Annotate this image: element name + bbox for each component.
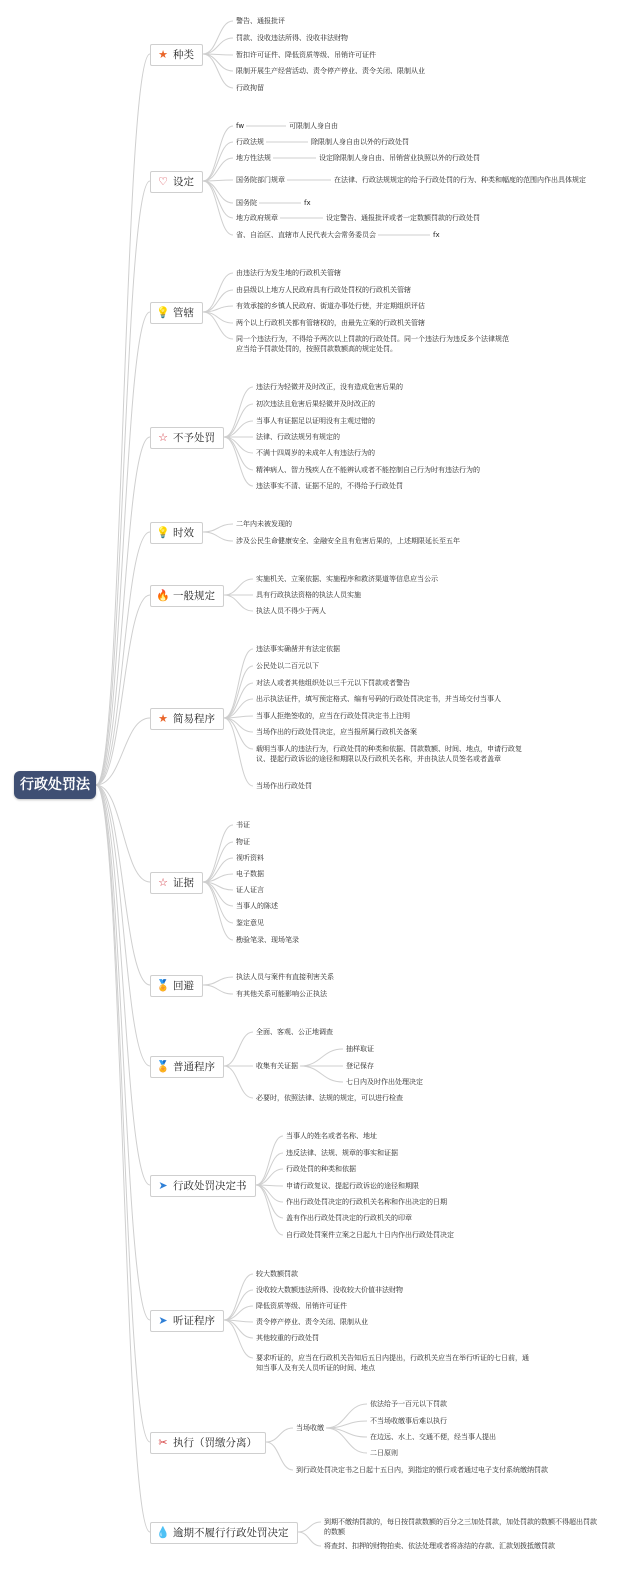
leaf-text: 载明当事人的违法行为，行政处罚的种类和依据、罚款数额、时间、地点，申请行政复议、提起行政诉讼的途径和期限以及行政机关名称，并由执法人员签名或者盖章 [256,745,522,763]
connector-leaf [224,716,253,718]
heart-outline-icon: ♡ [158,175,168,188]
leaf-text: 证人证言 [236,886,264,894]
connector-leaf [224,666,253,718]
subleaf-text: 设定警告、通报批评或者一定数额罚款的行政处罚 [326,214,480,222]
connector-leaf [203,524,233,532]
leaf-text: 二年内未被发现的 [236,520,292,528]
leaf-text: 当事人有证据足以证明没有主观过错的 [256,417,375,425]
subleaf-text: 除限制人身自由以外的行政处罚 [311,138,409,146]
connector-leaf [256,1169,283,1185]
subleaf-text: fx [433,231,440,239]
leaf-text: 没收较大数额违法所得、没收较大价值非法财物 [256,1286,403,1294]
send-icon: ➤ [158,1314,168,1327]
leaf-text: 罚款、没收违法所得、没收非法财物 [236,34,348,42]
leaf-text: 当场收缴 [296,1424,324,1432]
connector-leaf [224,1320,253,1338]
connector-leaf [203,181,233,218]
connector-leaf [203,54,233,55]
connector-root-shixiao [96,532,150,785]
leaf-text: 将查封、扣押的财物拍卖、依法处理或者将冻结的存款、汇款划拨抵缴罚款 [324,1542,555,1550]
category-label: 普通程序 [173,1061,215,1073]
connector-root-zhonglei [96,54,150,785]
connector-leaf [203,290,233,312]
leaf-text: 两个以上行政机关都有管辖权的，由最先立案的行政机关管辖 [236,319,425,327]
category-jianyi[interactable] [150,708,224,730]
drop-icon: 💧 [156,1526,170,1539]
category-tingzheng[interactable] [150,1310,224,1332]
leaf-text: 暂扣许可证件、降低资质等级、吊销许可证件 [236,51,376,59]
leaf-text: 申请行政复议、提起行政诉讼的途径和期限 [286,1182,419,1190]
connector-leaf [224,1320,253,1358]
connector-leaf [203,158,233,181]
subleaf-text: 设定除限制人身自由、吊销营业执照以外的行政处罚 [319,154,480,162]
connector-leaf [224,1306,253,1320]
connector-leaf [203,842,233,882]
connector-leaf [298,1532,321,1546]
leaf-text: 要求听证的，应当在行政机关告知后五日内提出，行政机关应当在举行听证的七日前，通知当事人及有关人员听证的时间、地点 [256,1354,529,1372]
connector-leaf [224,699,253,718]
connector-leaf [203,312,233,323]
connector-leaf [203,142,233,181]
connector-leaf [256,1153,283,1185]
connector-leaf [203,882,233,890]
leaf-text: 违反法律、法规、规章的事实和证据 [286,1149,398,1157]
connector-subleaf [326,1428,367,1453]
subleaf-text: 二日原则 [370,1449,398,1457]
connector-leaf [203,858,233,882]
connector-leaf [224,1290,253,1320]
leaf-text: 全面、客观、公正地调查 [256,1028,333,1036]
connector-root-jianyi [96,718,150,785]
bulb-icon: 💡 [156,306,170,319]
subleaf-text: 依法给予一百元以下罚款 [370,1400,447,1408]
leaf-text: 违法行为轻微并及时改正，没有造成危害后果的 [256,383,403,391]
leaf-text: 涉及公民生命健康安全、金融安全且有危害后果的，上述期限延长至五年 [236,537,460,545]
leaf-text: 省、自治区、直辖市人民代表大会常务委员会 [236,231,376,239]
leaf-text: 当事人的姓名或者名称、地址 [286,1132,377,1140]
leaf-text: 法律、行政法规另有规定的 [256,433,340,441]
leaf-text: 收集有关证据 [256,1062,298,1070]
fire-icon: 🔥 [156,589,170,602]
connector-subleaf [326,1421,367,1428]
connector-leaf [203,882,233,906]
medal-icon: 🏅 [156,1060,170,1073]
leaf-text: 当事人的陈述 [236,902,278,910]
connector-leaf [203,306,233,312]
connector-leaf [203,532,233,541]
connector-leaf [203,312,233,339]
category-label: 不予处罚 [173,432,215,444]
subleaf-text: 登记保存 [346,1062,374,1070]
category-guanxia[interactable] [150,302,203,324]
category-zhengju[interactable] [150,872,203,894]
bulb-icon: 💡 [156,526,170,539]
subleaf-text: 抽样取证 [346,1045,374,1053]
leaf-text: 警告、通报批评 [236,17,285,25]
connector-leaf [203,21,233,54]
leaf-text: 责令停产停业、责令关闭、限制从业 [256,1318,368,1326]
connector-leaf [203,54,233,88]
connector-root-guanxia [96,312,150,785]
connector-leaf [224,595,253,611]
tools-icon: ✂ [158,1436,168,1449]
leaf-text: 到期不缴纳罚款的，每日按罚款数额的百分之三加处罚款，加处罚款的数额不得超出罚款的数额 [324,1518,597,1536]
leaf-text: 地方政府规章 [236,214,278,222]
connector-leaf [203,126,233,181]
leaf-text: 盖有作出行政处罚决定的行政机关的印章 [286,1214,412,1222]
star-outline-icon: ☆ [158,431,168,444]
subleaf-text: 在法律、行政法规规定的给予行政处罚的行为、种类和幅度的范围内作出具体规定 [334,176,586,184]
category-label: 执行（罚缴分离） [173,1437,257,1449]
category-yuqi[interactable] [150,1522,298,1544]
category-huibi[interactable] [150,975,203,997]
connector-root-tingzheng [96,785,150,1320]
send-icon: ➤ [158,1179,168,1192]
category-label: 回避 [173,980,194,992]
subleaf-text: 可限制人身自由 [289,122,338,130]
leaf-text: 由县级以上地方人民政府具有行政处罚权的行政机关管辖 [236,286,411,294]
connector-leaf [224,718,253,786]
leaf-text: 视听资料 [236,854,264,862]
leaf-text: 鉴定意见 [236,919,264,927]
leaf-text: 作出行政处罚决定的行政机关名称和作出决定的日期 [286,1198,447,1206]
leaf-text: 由违法行为发生地的行政机关管辖 [236,269,341,277]
connector-leaf [203,273,233,312]
leaf-text: 有其他关系可能影响公正执法 [236,990,327,998]
connector-root-yuqi [96,785,150,1532]
connector-subleaf [300,1066,343,1082]
connector-leaf [224,1274,253,1320]
connector-leaf [224,579,253,595]
category-label: 听证程序 [173,1315,215,1327]
category-label: 简易程序 [173,713,215,725]
leaf-text: 到行政处罚决定书之日起十五日内，到指定的银行或者通过电子支付系统缴纳罚款 [296,1466,548,1474]
category-zhonglei[interactable] [150,44,203,66]
connector-root-jueding [96,785,150,1185]
category-label: 设定 [173,176,194,188]
connector-leaf [203,181,233,203]
leaf-text: 行政处罚的种类和依据 [286,1165,356,1173]
connector-leaf [256,1136,283,1185]
connector-leaf [203,54,233,71]
connector-leaf [224,1066,253,1098]
connector-leaf [224,437,253,453]
connector-leaf [224,718,253,749]
leaf-text: 执法人员与案件有直接利害关系 [236,973,334,981]
leaf-text: 精神病人、智力残疾人在不能辨认或者不能控制自己行为时有违法行为的 [256,466,480,474]
leaf-text: 当场作出的行政处罚决定，应当报所属行政机关备案 [256,728,417,736]
connector-leaf [266,1442,293,1470]
star-outline-icon: ☆ [158,876,168,889]
leaf-text: 电子数据 [236,870,264,878]
leaf-text: 物证 [236,838,250,846]
leaf-text: 自行政处罚案件立案之日起九十日内作出行政处罚决定 [286,1231,454,1239]
subleaf-text: 七日内及时作出处理决定 [346,1078,423,1086]
connector-root-sheding [96,181,150,785]
category-buyu[interactable] [150,427,224,449]
category-label: 证据 [173,877,194,889]
connector-leaf [203,985,233,994]
subleaf-text: 不当场收缴事后难以执行 [370,1417,447,1425]
category-label: 行政处罚决定书 [173,1180,247,1192]
leaf-text: 必要时，依照法律、法规的规定，可以进行检查 [256,1094,403,1102]
connector-leaf [203,882,233,940]
connector-subleaf [326,1404,367,1428]
leaf-text: 限制开展生产经营活动、责令停产停业、责令关闭、限制从业 [236,67,425,75]
connector-root-yiban [96,595,150,785]
connector-leaf [266,1428,293,1442]
connector-leaf [256,1185,283,1202]
category-zhixing[interactable] [150,1432,266,1454]
leaf-text: 初次违法且危害后果轻微并及时改正的 [256,400,375,408]
leaf-text: 勘验笔录、现场笔录 [236,936,299,944]
connector-leaf [224,387,253,437]
category-sheding[interactable] [150,171,203,193]
leaf-text: 不满十四周岁的未成年人有违法行为的 [256,449,375,457]
leaf-text: 降低资质等级、吊销许可证件 [256,1302,347,1310]
category-label: 一般规定 [173,590,215,602]
leaf-text: 实施机关、立案依据、实施程序和救济渠道等信息应当公示 [256,575,438,583]
leaf-text: 行政法规 [236,138,264,146]
connector-root-zhengju [96,785,150,882]
category-label: 管辖 [173,307,194,319]
star-filled-icon: ★ [158,48,168,61]
connector-leaf [256,1185,283,1186]
connector-leaf [224,1320,253,1322]
leaf-text: 违法事实确凿并有法定依据 [256,645,340,653]
category-shixiao[interactable] [150,522,203,544]
category-label: 逾期不履行行政处罚决定 [173,1527,289,1539]
subleaf-text: 在边远、水上、交通不便，经当事人提出 [370,1433,496,1441]
category-label: 时效 [173,527,194,539]
connector-leaf [298,1522,321,1532]
connector-leaf [224,1032,253,1066]
leaf-text: 地方性法规 [236,154,271,162]
leaf-text: 对法人或者其他组织处以三千元以下罚款或者警告 [256,679,410,687]
connector-root-zhixing [96,785,150,1442]
leaf-text: 行政拘留 [236,84,264,92]
connector-root-buyu [96,437,150,785]
leaf-text: 当场作出行政处罚 [256,782,312,790]
root-node: 行政处罚法 [14,771,96,799]
connector-leaf [203,977,233,985]
connector-leaf [203,180,233,181]
leaf-text: 执法人员不得少于两人 [256,607,326,615]
connector-leaf [224,437,253,470]
subleaf-text: fx [304,199,311,207]
leaf-text: 其他较重的行政处罚 [256,1334,319,1342]
category-putong[interactable] [150,1056,224,1078]
connector-leaf [203,882,233,923]
connector-leaf [224,404,253,437]
connector-leaf [203,874,233,882]
leaf-text: 较大数额罚款 [256,1270,298,1278]
connector-leaf [256,1185,283,1218]
connector-root-putong [96,785,150,1066]
connector-leaf [203,38,233,54]
connector-leaf [224,437,253,486]
leaf-text: 国务院部门规章 [236,176,285,184]
connector-subleaf [326,1428,367,1437]
star-filled-icon: ★ [158,712,168,725]
connector-leaf [224,649,253,718]
connector-root-huibi [96,785,150,985]
category-yiban[interactable] [150,585,224,607]
leaf-text: 同一个违法行为，不得给予两次以上罚款的行政处罚。同一个违法行为违反多个法律规范应当给予罚款处罚的，按照罚款数额高的规定处罚。 [236,335,509,353]
leaf-text: 具有行政执法资格的执法人员实施 [256,591,361,599]
connector-leaf [203,825,233,882]
category-jueding[interactable] [150,1175,256,1197]
connector-leaf [224,683,253,718]
category-label: 种类 [173,49,194,61]
leaf-text: 违法事实不清、证据不足的，不得给予行政处罚 [256,482,403,490]
medal-icon: 🏅 [156,979,170,992]
connector-leaf [224,421,253,437]
leaf-text: fw [236,122,245,130]
leaf-text: 书证 [236,821,250,829]
connector-leaf [203,181,233,235]
leaf-text: 当事人拒绝签收的，应当在行政处罚决定书上注明 [256,712,410,720]
leaf-text: 有效承接的乡镇人民政府、街道办事处行使，并定期组织评估 [236,302,425,310]
leaf-text: 公民处以二百元以下 [256,662,319,670]
connector-leaf [256,1185,283,1235]
leaf-text: 国务院 [236,199,257,207]
connector-subleaf [300,1049,343,1066]
leaf-text: 出示执法证件，填写预定格式、编有号码的行政处罚决定书，并当场交付当事人 [256,695,501,703]
connector-leaf [224,718,253,732]
